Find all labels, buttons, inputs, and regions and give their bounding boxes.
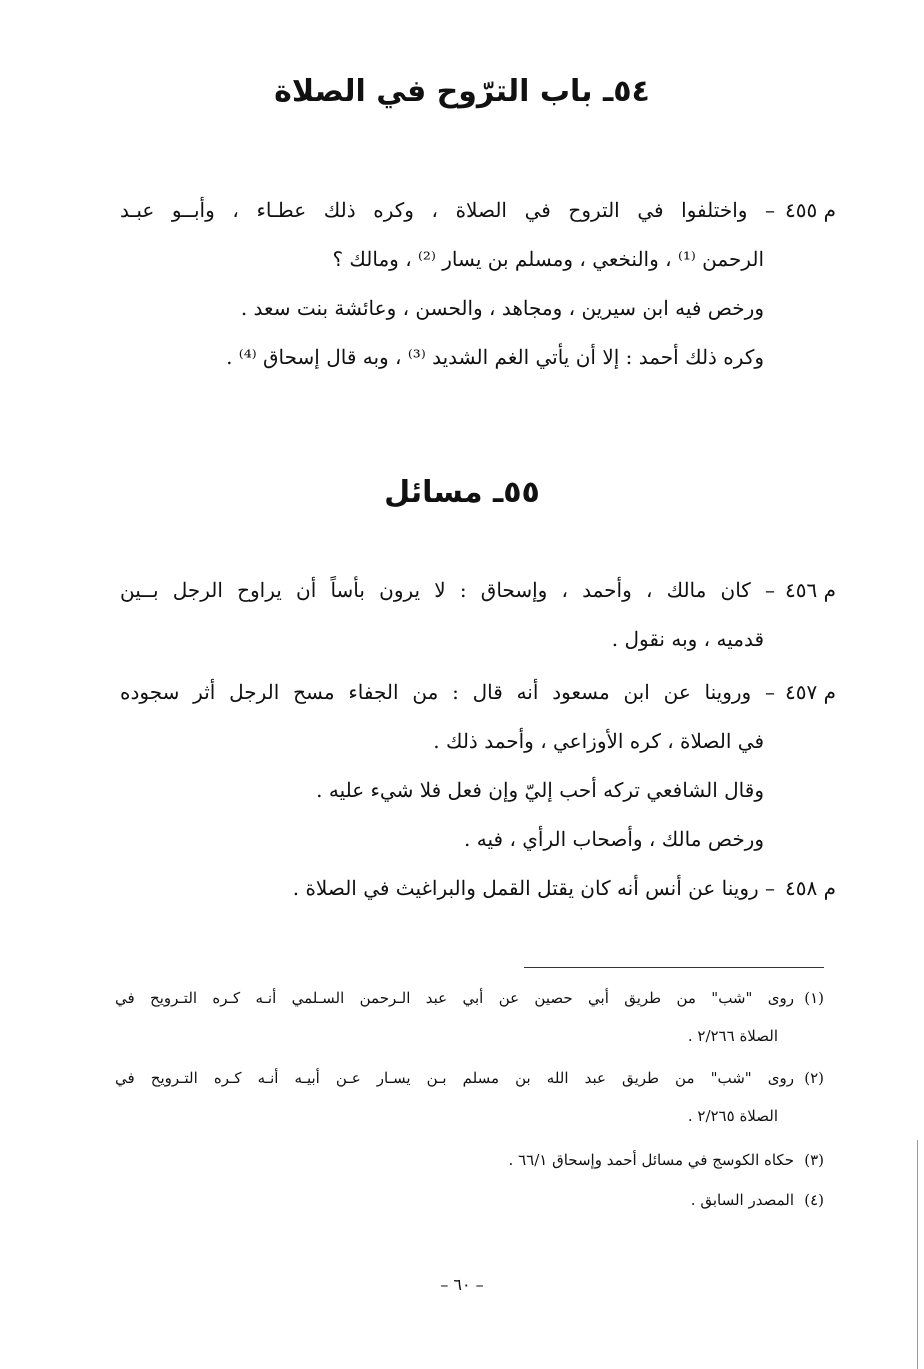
entry-text: الرحمن ⁽¹⁾ ، والنخعي ، ومسلم بن يسار ⁽²⁾ ، ومالك ؟ xyxy=(332,247,764,271)
entry-number: م ٤٥٥ xyxy=(785,198,836,222)
entry-456 xyxy=(120,578,836,651)
footnote-1 xyxy=(115,988,824,1046)
entry-text: وكره ذلك أحمد : إلا أن يأتي الغم الشديد ⁽³⁾ ، وبه قال إسحاق ⁽⁴⁾ . xyxy=(226,345,764,369)
footnote-text: روى "شب" من طريق عبد الله بن مسلم بـن يسـار عـن أبيـه أنـه كـره التـرويح في xyxy=(115,1069,794,1087)
entry-text: وقال الشافعي تركه أحب إليّ وإن فعل فلا شيء عليه . xyxy=(316,778,764,802)
entry-text: – روينا عن أنس أنه كان يقتل القمل والبراغيث في الصلاة . xyxy=(292,876,776,900)
footnote-text: الصلاة ٢/٢٦٥ . xyxy=(687,1107,778,1125)
section-title-54: ٥٤ـ باب الترّوح في الصلاة xyxy=(274,74,650,109)
page-number: – ٦٠ – xyxy=(440,1275,484,1294)
footnote-text: المصدر السابق . xyxy=(690,1191,794,1209)
entry-457 xyxy=(120,680,836,851)
entry-text: – وروينا عن ابن مسعود أنه قال : من الجفاء مسح الرجل أثر سجوده xyxy=(120,680,776,704)
footnote-text: حكاه الكوسج في مسائل أحمد وإسحاق ٦٦/١ . xyxy=(508,1151,794,1169)
section-title-55: ٥٥ـ مسائل xyxy=(384,475,540,510)
footnote-number: (٤) xyxy=(804,1191,824,1209)
entry-text: في الصلاة ، كره الأوزاعي ، وأحمد ذلك . xyxy=(433,729,764,753)
entry-number: م ٤٥٦ xyxy=(785,578,836,602)
entry-number: م ٤٥٨ xyxy=(785,876,836,900)
entry-text: قدميه ، وبه نقول . xyxy=(611,627,764,651)
entry-text: – كان مالك ، وأحمد ، وإسحاق : لا يرون بأساً أن يراوح الرجل بــين xyxy=(120,578,776,602)
footnote-divider xyxy=(524,967,824,968)
footnote-3 xyxy=(115,1150,824,1170)
scan-edge-line xyxy=(917,1140,918,1369)
footnote-number: (١) xyxy=(804,989,824,1007)
footnote-4 xyxy=(115,1190,824,1210)
footnote-number: (٣) xyxy=(804,1151,824,1169)
entry-458 xyxy=(120,876,836,900)
footnote-text: روى "شب" من طريق أبي حصين عن أبي عبد الـرحمن السـلمي أنـه كـره التـرويح في xyxy=(115,989,794,1007)
entry-text: ورخص مالك ، وأصحاب الرأي ، فيه . xyxy=(464,827,764,851)
entry-number: م ٤٥٧ xyxy=(785,680,836,704)
entry-455 xyxy=(120,198,836,369)
footnote-2 xyxy=(115,1068,824,1126)
entry-text: ورخص فيه ابن سيرين ، ومجاهد ، والحسن ، وعائشة بنت سعد . xyxy=(240,296,764,320)
footnote-number: (٢) xyxy=(804,1069,824,1087)
footnote-text: الصلاة ٢/٢٦٦ . xyxy=(687,1027,778,1045)
entry-text: – واختلفوا في التروح في الصلاة ، وكره ذلك عطـاء ، وأبــو عبـد xyxy=(120,198,776,222)
